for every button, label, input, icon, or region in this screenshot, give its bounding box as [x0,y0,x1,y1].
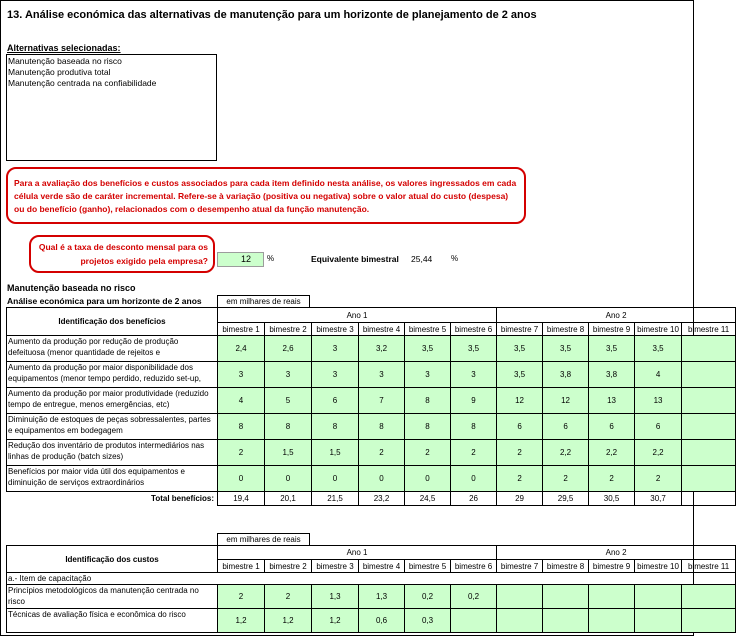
benefit-value-cell[interactable]: 3,2 [359,336,405,362]
benefit-value-cell[interactable]: 3,5 [497,362,543,388]
total-cell: 26 [451,492,497,506]
benefit-value-cell[interactable]: 6 [543,414,589,440]
cost-value-cell[interactable]: 1,3 [312,585,359,609]
bimester-header: bimestre 11 [682,560,736,573]
question-line-2: projetos exigido pela empresa? [80,256,208,266]
costs-header: Identificação dos custos [7,546,218,573]
bimester-header: bimestre 11 [682,323,736,336]
cost-value-cell[interactable]: 0,2 [405,585,451,609]
year-1-header: Ano 1 [218,308,497,323]
total-cell: 24,5 [405,492,451,506]
cost-value-cell[interactable] [543,585,589,609]
benefits-total-row [7,492,736,506]
cost-value-cell[interactable]: 1,2 [265,609,312,633]
benefit-value-cell[interactable]: 3 [359,362,405,388]
bimester-header: bimestre 9 [589,560,635,573]
cost-category-row [7,573,736,585]
benefit-value-cell[interactable]: 2 [589,466,635,492]
benefit-value-cell[interactable] [682,466,736,492]
incremental-values-note: Para a avaliação dos benefícios e custos associados para cada item definido nesta análise, os valores ingressados em cada célula verde são de caráter incremental. Refere-se à variação (positiva ou negativa) sobre o valor atual do custo (despesa) ou do benefício (ganho), relacionados com o desempenho atual da função manutenção. [6,167,526,224]
benefit-value-cell[interactable]: 8 [451,414,497,440]
benefit-value-cell[interactable]: 3 [218,362,265,388]
rate-unit: % [267,254,275,263]
benefit-value-cell[interactable]: 0 [218,466,265,492]
benefit-value-cell[interactable]: 3,5 [543,336,589,362]
benefits-table [6,307,736,506]
benefit-value-cell[interactable]: 3,8 [589,362,635,388]
bimester-header: bimestre 10 [635,323,682,336]
question-line-1: Qual é a taxa de desconto mensal para os [38,242,208,252]
discount-rate-input[interactable]: 12 [217,252,264,267]
bimester-header: bimestre 5 [405,560,451,573]
benefit-row [7,466,736,492]
bimester-header: bimestre 1 [218,560,265,573]
benefit-value-cell[interactable]: 8 [359,414,405,440]
benefit-value-cell[interactable]: 3 [405,362,451,388]
benefit-description: Redução dos inventário de produtos intermediários nas linhas de produção (batch sizes) [7,440,218,466]
cost-value-cell[interactable] [682,585,736,609]
bimester-header: bimestre 8 [543,560,589,573]
benefit-value-cell[interactable] [682,414,736,440]
benefit-value-cell[interactable]: 8 [218,414,265,440]
benefit-value-cell[interactable]: 9 [451,388,497,414]
cost-value-cell[interactable] [682,609,736,633]
benefit-value-cell[interactable]: 2 [218,440,265,466]
benefit-row [7,362,736,388]
benefit-value-cell[interactable]: 2,2 [635,440,682,466]
benefit-value-cell[interactable]: 0 [312,466,359,492]
benefit-value-cell[interactable] [682,388,736,414]
bimester-header: bimestre 10 [635,560,682,573]
benefit-value-cell[interactable]: 12 [497,388,543,414]
cost-category-label: a.- Item de capacitação [7,573,736,585]
equivalent-rate-label: Equivalente bimestral [311,254,399,264]
benefit-row [7,388,736,414]
benefit-value-cell[interactable]: 12 [543,388,589,414]
benefit-value-cell[interactable]: 6 [497,414,543,440]
total-cell: 29,5 [543,492,589,506]
benefit-value-cell[interactable]: 3 [312,362,359,388]
benefit-value-cell[interactable]: 3 [451,362,497,388]
benefit-value-cell[interactable]: 3,5 [405,336,451,362]
benefit-value-cell[interactable]: 13 [589,388,635,414]
benefit-value-cell[interactable]: 6 [589,414,635,440]
bimester-header: bimestre 6 [451,323,497,336]
benefit-value-cell[interactable]: 1,5 [312,440,359,466]
analysis-subtitle: Análise económica para um horizonte de 2 anos [7,296,202,306]
benefit-value-cell[interactable] [682,440,736,466]
bimester-header: bimestre 7 [497,323,543,336]
bimester-header: bimestre 6 [451,560,497,573]
benefit-value-cell[interactable]: 4 [635,362,682,388]
benefit-value-cell[interactable]: 0 [451,466,497,492]
benefit-value-cell[interactable]: 3 [265,362,312,388]
year-2-header: Ano 2 [497,308,736,323]
cost-value-cell[interactable] [497,609,543,633]
benefit-value-cell[interactable]: 8 [405,414,451,440]
benefit-value-cell[interactable]: 2 [451,440,497,466]
total-cell: 30,7 [635,492,682,506]
benefit-description: Aumento da produção por maior produtividade (reduzido tempo de entregue, menos emergências, etc) [7,388,218,414]
bimester-header: bimestre 4 [359,323,405,336]
benefit-row [7,414,736,440]
benefit-description: Aumento da produção por maior disponibilidade dos equipamentos (menor tempo perdido, reduzido set-up, [7,362,218,388]
benefit-value-cell[interactable]: 2 [359,440,405,466]
total-cell: 20,1 [265,492,312,506]
cost-value-cell[interactable]: 0,6 [359,609,405,633]
benefit-description: Benefícios por maior vida útil dos equipamentos e diminuição de serviços extraordinários [7,466,218,492]
total-benefits-label: Total benefícios: [151,494,214,504]
cost-value-cell[interactable]: 0,3 [405,609,451,633]
benefit-value-cell[interactable]: 5 [265,388,312,414]
alternative-item[interactable]: Manutenção produtiva total [8,67,111,77]
benefit-value-cell[interactable]: 2 [543,466,589,492]
benefit-description: Diminuição de estoques de peças sobressalentes, partes e equipamentos em bodegagem [7,414,218,440]
equivalent-rate-unit: % [451,254,459,263]
benefit-value-cell[interactable]: 3,5 [589,336,635,362]
costs-units-label: em milhares de reais [217,533,310,545]
benefit-value-cell[interactable]: 1,5 [265,440,312,466]
cost-value-cell[interactable]: 2 [218,585,265,609]
benefit-value-cell[interactable]: 2 [497,466,543,492]
benefit-value-cell[interactable] [682,362,736,388]
cost-value-cell[interactable] [635,609,682,633]
total-cell: 23,2 [359,492,405,506]
benefit-value-cell[interactable]: 6 [635,414,682,440]
bimester-header: bimestre 3 [312,560,359,573]
cost-row [7,585,736,609]
cost-value-cell[interactable]: 1,3 [359,585,405,609]
benefit-value-cell[interactable]: 8 [405,388,451,414]
bimester-header: bimestre 4 [359,560,405,573]
bimester-header: bimestre 3 [312,323,359,336]
cost-value-cell[interactable]: 1,2 [312,609,359,633]
discount-rate-question [29,235,215,273]
total-cell: 30,5 [589,492,635,506]
benefit-value-cell[interactable]: 2,2 [543,440,589,466]
benefit-value-cell[interactable] [682,336,736,362]
cost-value-cell[interactable] [543,609,589,633]
bimester-header: bimestre 9 [589,323,635,336]
total-cell [682,492,736,506]
cost-value-cell[interactable] [589,609,635,633]
benefit-value-cell[interactable]: 8 [312,414,359,440]
benefit-value-cell[interactable]: 2,6 [265,336,312,362]
cost-value-cell[interactable] [589,585,635,609]
benefits-header: Identificação dos benefícios [7,308,218,336]
benefit-value-cell[interactable]: 6 [312,388,359,414]
benefit-row [7,440,736,466]
cost-row [7,609,736,633]
cost-value-cell[interactable] [497,585,543,609]
alternatives-list[interactable] [6,54,217,161]
bimester-header: bimestre 5 [405,323,451,336]
year-1-header: Ano 1 [218,546,497,560]
cost-value-cell[interactable]: 0,2 [451,585,497,609]
cost-description: Princípios metodológicos da manutenção centrada no risco [7,585,218,609]
benefit-value-cell[interactable]: 13 [635,388,682,414]
total-cell: 21,5 [312,492,359,506]
alternative-item[interactable]: Manutenção centrada na confiabilidade [8,78,157,88]
benefit-value-cell[interactable]: 3,5 [451,336,497,362]
alternatives-label: Alternativas selecionadas: [7,43,121,53]
benefits-units-label: em milhares de reais [217,295,310,307]
alternative-item[interactable]: Manutenção baseada no risco [8,56,122,66]
benefit-row [7,336,736,362]
costs-table [6,545,736,633]
cost-value-cell[interactable]: 1,2 [218,609,265,633]
cost-description: Técnicas de avaliação física e econômica do risco [7,609,218,633]
benefit-value-cell[interactable]: 2 [635,466,682,492]
section-title: Manutenção baseada no risco [7,283,136,293]
benefit-value-cell[interactable]: 2,4 [218,336,265,362]
cost-value-cell[interactable]: 2 [265,585,312,609]
benefit-value-cell[interactable]: 3 [312,336,359,362]
page-title: 13. Análise económica das alternativas de manutenção para um horizonte de planejamento de 2 anos [7,9,537,21]
bimester-header: bimestre 7 [497,560,543,573]
benefit-value-cell[interactable]: 2 [405,440,451,466]
total-cell: 19,4 [218,492,265,506]
equivalent-rate-value: 25,44 [411,254,433,264]
benefit-description: Aumento da produção por redução de produção defeituosa (menor quantidade de rejeitos e [7,336,218,362]
bimester-header: bimestre 2 [265,560,312,573]
benefit-value-cell[interactable]: 2 [497,440,543,466]
cost-value-cell[interactable] [451,609,497,633]
bimester-header: bimestre 1 [218,323,265,336]
benefit-value-cell[interactable]: 3,8 [543,362,589,388]
benefit-value-cell[interactable]: 3,5 [635,336,682,362]
year-2-header: Ano 2 [497,546,736,560]
benefit-value-cell[interactable]: 7 [359,388,405,414]
benefit-value-cell[interactable]: 0 [359,466,405,492]
benefit-value-cell[interactable]: 8 [265,414,312,440]
benefit-value-cell[interactable]: 4 [218,388,265,414]
benefit-value-cell[interactable]: 3,5 [497,336,543,362]
benefit-value-cell[interactable]: 0 [405,466,451,492]
bimester-header: bimestre 8 [543,323,589,336]
bimester-header: bimestre 2 [265,323,312,336]
benefit-value-cell[interactable]: 0 [265,466,312,492]
benefit-value-cell[interactable]: 2,2 [589,440,635,466]
cost-value-cell[interactable] [635,585,682,609]
total-cell: 29 [497,492,543,506]
